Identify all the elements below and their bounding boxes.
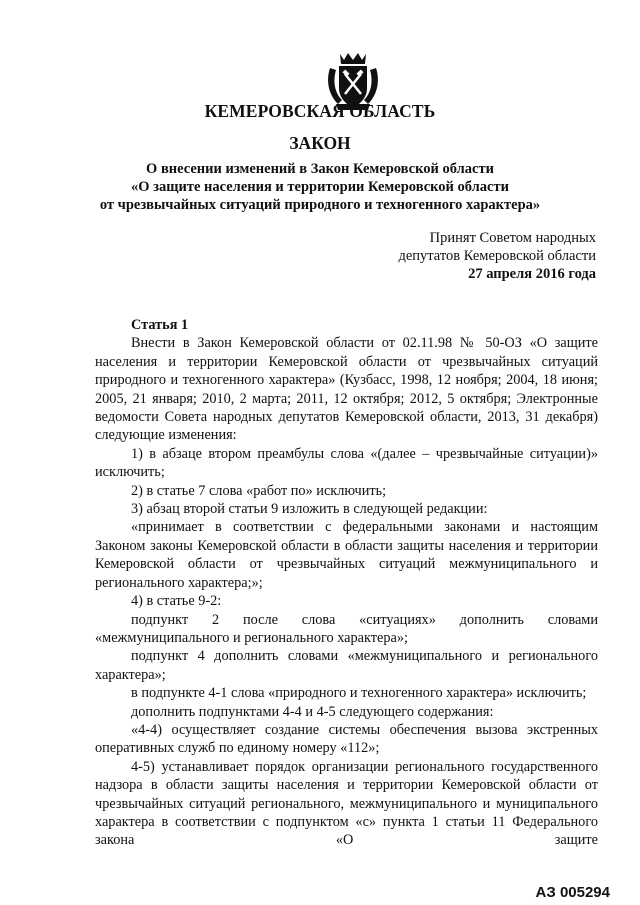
subject-line: О внесении изменений в Закон Кемеровской области bbox=[146, 161, 494, 177]
document-type: ЗАКОН bbox=[289, 133, 351, 153]
article-paragraph: 4-5) устанавливает порядок организации регионального государственного надзора в области защиты населения и территории Кемеровской области от чрезвычайных ситуаций регионального, межмуниципального и муниципального характера в соответствии с подпунктом «с» пункта 1 статьи 11 Федерального закона «О защите bbox=[95, 758, 598, 849]
adoption-date: 27 апреля 2016 года bbox=[468, 266, 596, 282]
adoption-block bbox=[336, 229, 596, 283]
subject-line: от чрезвычайных ситуаций природного и техногенного характера» bbox=[99, 197, 541, 213]
article-paragraph: «4-4) осуществляет создание системы обеспечения вызова экстренных оперативных служб по единому номеру «112»; bbox=[95, 721, 598, 757]
article-paragraph: 4) в статье 9-2: bbox=[131, 593, 222, 610]
article-paragraph: Внести в Закон Кемеровской области от 02.11.98 № 50-ОЗ «О защите населения и территории Кемеровской области от чрезвычайных ситуаций природного и техногенного характера» (Кузбасс, 1998, 12 ноября; 2004, 18 июня; 2005, 21 января; 2010, 2 марта; 2011, 12 октября; 2012, 5 октября; Электронные ведомости Совета народных депутатов Кемеровской области, 2013, 31 декабря) следующие изменения: bbox=[95, 335, 598, 444]
article-paragraph: дополнить подпунктами 4-4 и 4-5 следующего содержания: bbox=[131, 703, 494, 720]
article-title: Статья 1 bbox=[131, 317, 189, 333]
article-paragraph: в подпункте 4-1 слова «природного и техногенного характера» исключить; bbox=[131, 685, 587, 702]
article-paragraph: подпункт 4 дополнить словами «межмуниципального и регионального характера»; bbox=[95, 648, 598, 683]
article-paragraph: 1) в абзаце втором преамбулы слова «(далее – чрезвычайные ситуации)» исключить; bbox=[95, 445, 598, 481]
article-paragraph: 3) абзац второй статьи 9 изложить в следующей редакции: bbox=[131, 501, 488, 518]
adopted-by-line: Принят Советом народных bbox=[429, 230, 596, 246]
form-series: АЗ bbox=[535, 884, 556, 901]
form-serial-number bbox=[536, 884, 610, 901]
law-subject bbox=[0, 160, 640, 214]
region-title: КЕМЕРОВСКАЯ ОБЛАСТЬ bbox=[204, 101, 436, 121]
form-number: 005294 bbox=[559, 884, 610, 901]
article-paragraph: подпункт 2 после слова «ситуациях» дополнить словами «межмуниципального и регионального характера»; bbox=[95, 611, 598, 646]
law-body bbox=[95, 316, 598, 850]
subject-line: «О защите населения и территории Кемеровской области bbox=[131, 179, 509, 195]
article-paragraph: «принимает в соответствии с федеральными законами и настоящим Законом законы Кемеровской области в области защиты населения и территории Кемеровской области от чрезвычайных ситуаций межмуниципального и регионального характера;»; bbox=[95, 519, 598, 591]
adopted-by-line: депутатов Кемеровской области bbox=[398, 248, 596, 264]
article-paragraph: 2) в статье 7 слова «работ по» исключить; bbox=[131, 482, 387, 499]
